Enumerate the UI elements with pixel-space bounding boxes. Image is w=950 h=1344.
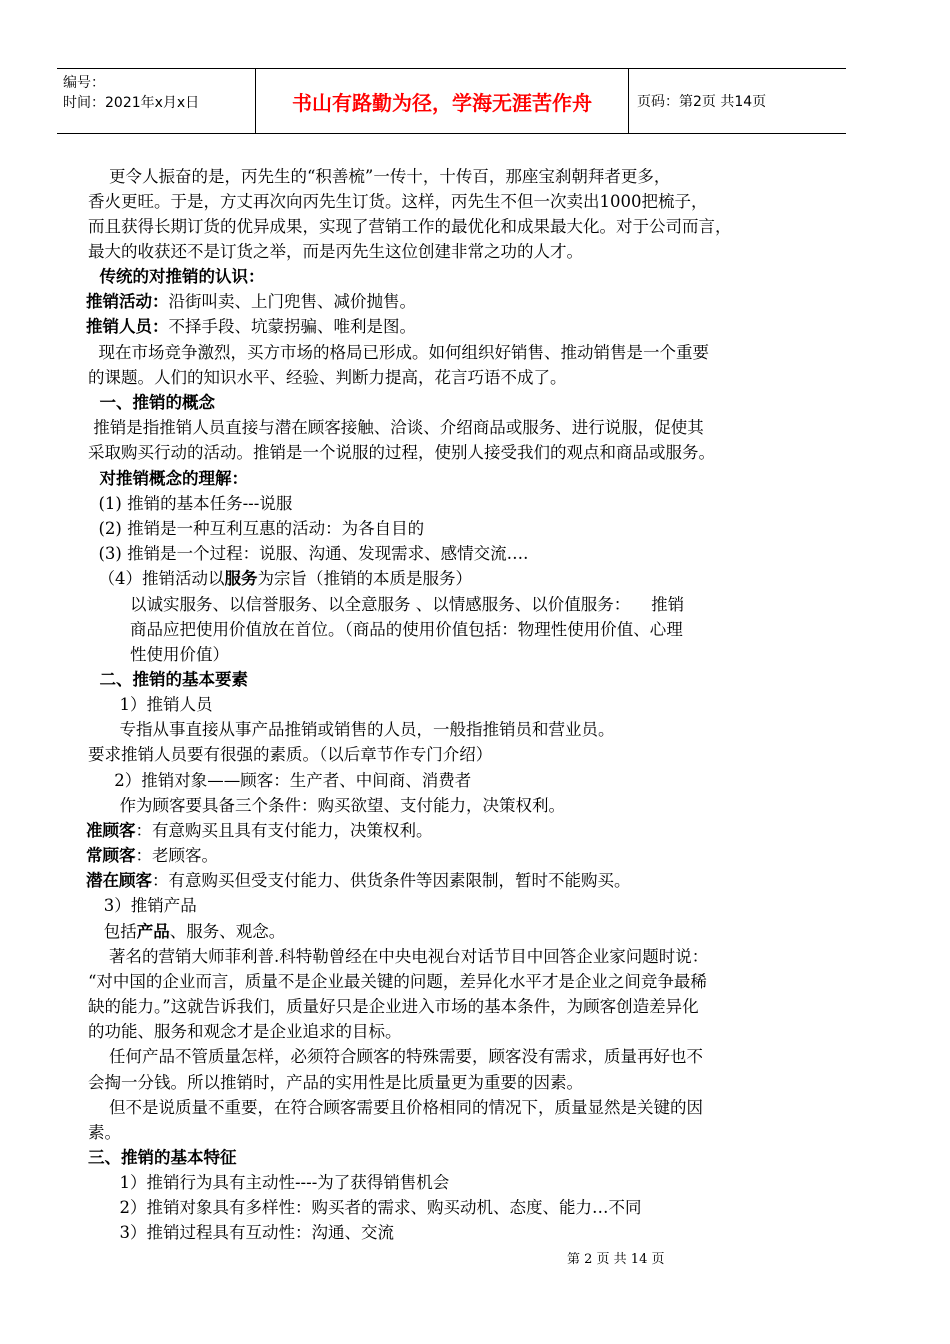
text-run: 3）推销过程具有互动性：沟通、交流: [88, 1223, 394, 1242]
text-line: [88, 1122, 121, 1144]
text-run: 但不是说质量不重要，在符合顾客需要且价格相同的情况下，质量显然是关键的因: [88, 1098, 703, 1117]
bold-run: 二、推销的基本要素: [88, 670, 248, 689]
text-line: [86, 291, 416, 313]
text-run: 2）推销对象——顾客：生产者、中间商、消费者: [88, 771, 472, 790]
text-run: 最大的收获还不是订货之举，而是丙先生这位创建非常之功的人才。: [88, 242, 583, 261]
header-left: [57, 69, 256, 133]
text-line: [88, 342, 709, 364]
text-line: [88, 392, 215, 414]
text-run: 作为顾客要具备三个条件：购买欲望、支付能力，决策权利。: [88, 796, 565, 815]
text-run: (3) 推销是一个过程：说服、沟通、发现需求、感情交流….: [88, 544, 539, 563]
text-run: 素。: [88, 1123, 121, 1142]
text-line: [88, 216, 732, 238]
bold-run: 潜在顾客: [86, 871, 152, 890]
text-run: 1）推销行为具有主动性----为了获得销售机会: [88, 1173, 450, 1192]
motto: 书山有路勤为径，学海无涯苦作舟: [256, 69, 629, 133]
text-line: [88, 1097, 703, 1119]
text-line: [86, 870, 631, 892]
text-run: 缺的能力。”这就告诉我们，质量好只是企业进入市场的基本条件，为顾客创造差异化: [88, 997, 699, 1016]
bold-run: 产品: [136, 922, 170, 941]
text-line: [88, 568, 472, 590]
text-line: [88, 594, 684, 616]
text-run: 2）推销对象具有多样性：购买者的需求、购买动机、态度、能力…不同: [88, 1198, 642, 1217]
text-line: [88, 770, 471, 792]
text-line: [88, 1072, 583, 1094]
text-line: [88, 1021, 402, 1043]
text-run: 为宗旨（推销的本质是服务）: [257, 569, 472, 588]
code-label: 编号：: [63, 75, 105, 91]
text-line: [86, 316, 416, 338]
text-line: [86, 820, 433, 842]
text-line: [88, 442, 715, 464]
text-line: [88, 1222, 394, 1244]
text-line: [88, 619, 683, 641]
page-label: 页码：第2页 共14页: [637, 94, 767, 110]
bold-run: 推销人员：: [86, 317, 169, 336]
text-run: 的功能、服务和观念才是企业追求的目标。: [88, 1022, 402, 1041]
text-run: 要求推销人员要有很强的素质。（以后章节作专门介绍）: [88, 745, 493, 764]
text-run: 而且获得长期订货的优异成果，实现了营销工作的最优化和成果最大化。对于公司而言，: [88, 217, 732, 236]
text-run: ：有意购买但受支付能力、供货条件等因素限制，暂时不能购买。: [152, 871, 631, 890]
text-run: 以诚实服务、以信誉服务、以全意服务 、以情感服务、以价值服务： 推销: [88, 595, 685, 614]
text-line: [88, 166, 670, 188]
text-line: [88, 1197, 641, 1219]
text-line: [88, 1147, 237, 1169]
text-run: 采取购买行动的活动。推销是一个说服的过程，使别人接受我们的观点和商品或服务。: [88, 443, 715, 462]
text-run: (1) 推销的基本任务---说服: [88, 494, 293, 513]
text-line: [88, 644, 229, 666]
text-line: [88, 895, 197, 917]
bold-run: 准顾客: [86, 821, 136, 840]
text-run: 性使用价值）: [88, 645, 229, 664]
text-run: 香火更旺。于是，方丈再次向丙先生订货。这样，丙先生不但一次卖出1000把梳子，: [88, 192, 708, 211]
text-run: 专指从事直接从事产品推销或销售的人员，一般指推销员和营业员。: [88, 720, 615, 739]
text-line: [88, 468, 248, 490]
text-line: [88, 191, 708, 213]
text-run: 、服务、观念。: [169, 922, 286, 941]
bold-run: 服务: [224, 569, 258, 588]
text-run: （4）推销活动以: [88, 569, 225, 588]
bold-run: 对推销概念的理解：: [88, 469, 248, 488]
text-line: [88, 744, 492, 766]
page-footer: 第 2 页 共 14 页: [567, 1252, 665, 1267]
bold-run: 一、推销的概念: [88, 393, 215, 412]
text-line: [88, 669, 248, 691]
text-line: [88, 367, 567, 389]
text-run: 会掏一分钱。所以推销时，产品的实用性是比质量更为重要的因素。: [88, 1073, 583, 1092]
text-run: 不择手段、坑蒙拐骗、唯利是图。: [168, 317, 416, 336]
text-line: [88, 719, 614, 741]
text-line: [88, 946, 708, 968]
text-run: 1）推销人员: [88, 695, 213, 714]
text-run: ：老顾客。: [135, 846, 218, 865]
text-run: 推销是指推销人员直接与潜在顾客接触、洽谈、介绍商品或服务、进行说服，促使其: [88, 418, 704, 437]
page-header: [57, 68, 846, 134]
text-run: ：有意购买且具有支付能力，决策权利。: [135, 821, 433, 840]
text-run: 任何产品不管质量怎样，必须符合顾客的特殊需要，顾客没有需求，质量再好也不: [88, 1047, 703, 1066]
text-line: [88, 518, 424, 540]
text-line: [86, 845, 218, 867]
text-line: [88, 694, 212, 716]
date-label: 时间：2021年x月x日: [63, 95, 200, 111]
text-run: 包括: [88, 922, 137, 941]
text-run: (2) 推销是一种互利互惠的活动：为各自目的: [88, 519, 425, 538]
text-run: “对中国的企业而言，质量不是企业最关键的问题，差异化水平才是企业之间竞争最稀: [88, 972, 707, 991]
bold-run: 常顾客: [86, 846, 136, 865]
text-run: 商品应把使用价值放在首位。（商品的使用价值包括：物理性使用价值、心理: [88, 620, 683, 639]
bold-run: 传统的对推销的认识：: [88, 267, 265, 286]
text-run: 更令人振奋的是，丙先生的“积善梳”一传十，十传百，那座宝刹朝拜者更多，: [88, 167, 671, 186]
bold-run: 推销活动：: [86, 292, 169, 311]
text-run: 的课题。人们的知识水平、经验、判断力提高，花言巧语不成了。: [88, 368, 567, 387]
text-run: 著名的营销大师菲利普.科特勒曾经在中央电视台对话节目中回答企业家问题时说：: [88, 947, 709, 966]
text-line: [88, 493, 292, 515]
text-line: [88, 971, 707, 993]
text-line: [88, 266, 265, 288]
text-line: [88, 921, 285, 943]
text-line: [88, 795, 565, 817]
text-line: [88, 241, 583, 263]
text-run: 现在市场竞争激烈，买方市场的格局已形成。如何组织好销售、推动销售是一个重要: [88, 343, 709, 362]
text-line: [88, 417, 704, 439]
text-line: [88, 996, 699, 1018]
text-line: [88, 1046, 703, 1068]
text-line: [88, 543, 539, 565]
bold-run: 三、推销的基本特征: [88, 1148, 237, 1167]
text-run: 3）推销产品: [88, 896, 197, 915]
text-run: 沿街叫卖、上门兜售、减价抛售。: [168, 292, 416, 311]
text-line: [88, 1172, 449, 1194]
